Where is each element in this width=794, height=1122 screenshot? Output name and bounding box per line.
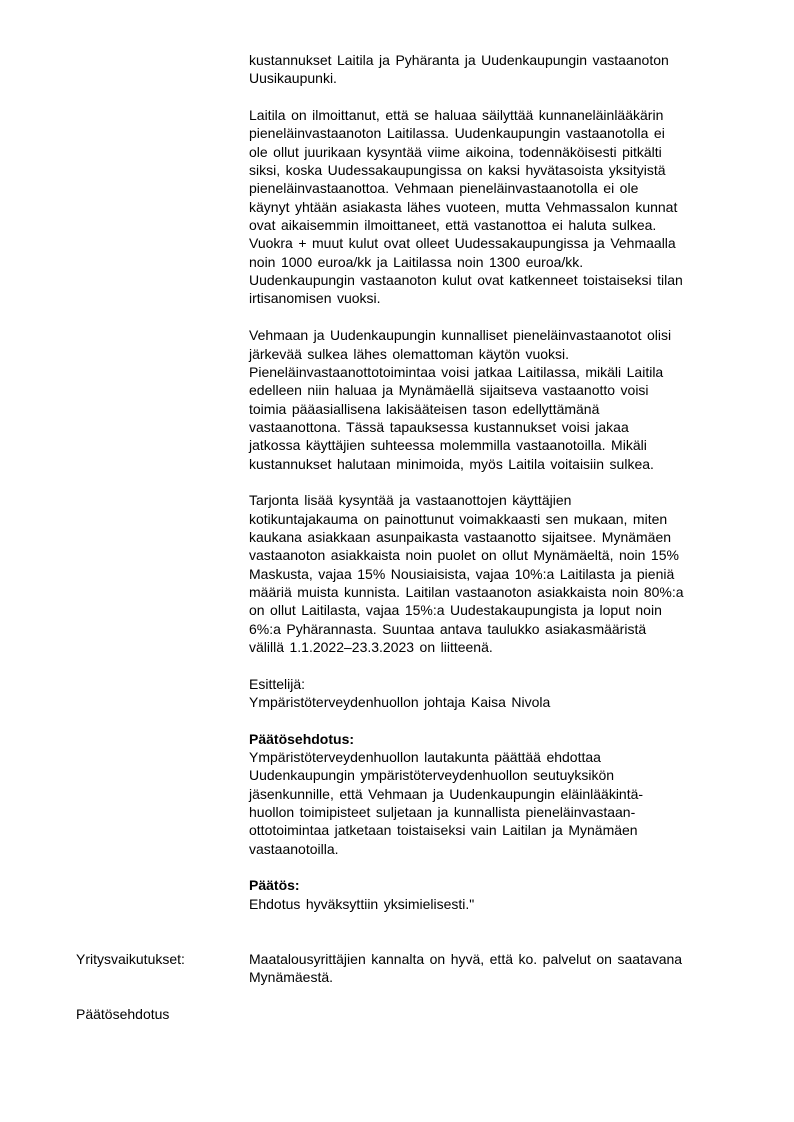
text-line xyxy=(0,766,794,784)
text-line xyxy=(0,253,794,271)
text-line xyxy=(0,345,794,363)
paragraph-line: toimia pääasiallisena lakisääteisen tason edellyttämänä xyxy=(249,400,600,417)
paragraph-line: jäsenkunnille, että Vehmaan ja Uudenkaupungin eläinlääkintä- xyxy=(249,785,644,802)
paragraph-line: ole ollut juurikaan kysyntää viime aikoina, todennäköisesti pitkälti xyxy=(249,143,662,160)
text-line xyxy=(0,216,794,234)
text-line xyxy=(0,950,794,968)
paragraph-line: vastaanotoilla. xyxy=(249,840,339,857)
paragraph-line: järkevää sulkea lähes olemattoman käytön vuoksi. xyxy=(249,345,570,362)
paragraph-line: kaukana asiakkaan asunpaikasta vastaanotto sijaitsee. Mynämäen xyxy=(249,528,672,545)
paragraph-line: on ollut Laitilasta, vajaa 15%:a Uudestakaupungista ja loput noin xyxy=(249,602,662,619)
paragraph-line: Mynämäestä. xyxy=(249,969,334,986)
paragraph-line: pieneläinvastaanottoa. Vehmaan pieneläinvastaanotolla ei ole xyxy=(249,180,639,197)
paragraph-line: huollon toimipisteet suljetaan ja kunnallista pieneläinvastaan- xyxy=(249,804,636,821)
blank-line xyxy=(0,656,794,674)
text-line xyxy=(0,271,794,289)
paragraph-line: Pieneläinvastaanottotoimintaa voisi jatkaa Laitilassa, mikäli Laitila xyxy=(249,363,664,380)
text-line xyxy=(0,785,794,803)
text-line xyxy=(0,748,794,766)
text-line xyxy=(0,601,794,619)
text-line xyxy=(0,675,794,693)
text-line xyxy=(0,124,794,142)
paragraph-line: käynyt yhtään asiakasta lähes vuoteen, mutta Vehmassalon kunnat xyxy=(249,198,678,215)
text-line xyxy=(0,565,794,583)
paragraph-line: Uudenkaupungin vastaanoton kulut ovat katkenneet toistaiseksi tilan xyxy=(249,272,683,289)
blank-line xyxy=(0,932,794,950)
section-heading-row xyxy=(0,730,794,748)
text-line xyxy=(0,436,794,454)
paragraph-line: Ehdotus hyväksyttiin yksimielisesti." xyxy=(249,895,475,912)
paragraph-line: Maatalousyrittäjien kannalta on hyvä, että ko. palvelut on saatavana xyxy=(249,950,683,967)
text-line xyxy=(0,106,794,124)
text-line xyxy=(0,198,794,216)
paragraph-line: ovat aikaisemmin ilmoittaneet, että vastanottoa ei haluta sulkea. xyxy=(249,217,657,234)
paragraph-line: ottotoimintaa jatketaan toistaiseksi vain Laitilan ja Mynämäen xyxy=(249,822,638,839)
paragraph-line: siksi, koska Uudessakaupungissa on kaksi hyvätasoista yksityistä xyxy=(249,162,666,179)
paragraph-line: vastaanoton asiakkaista noin puolet on ollut Mynämäeltä, noin 15% xyxy=(249,547,679,564)
blank-line xyxy=(0,987,794,1005)
paragraph-line: Esittelijä: xyxy=(249,675,306,692)
paragraph-line: kustannukset Laitila ja Pyhäranta ja Uudenkaupungin vastaanoton xyxy=(249,52,669,68)
text-line xyxy=(0,583,794,601)
text-line xyxy=(0,51,794,69)
paragraph-line: Uusikaupunki. xyxy=(249,70,337,87)
blank-line xyxy=(0,913,794,931)
text-line xyxy=(0,363,794,381)
text-line xyxy=(0,455,794,473)
text-line xyxy=(0,620,794,638)
text-line xyxy=(0,840,794,858)
section-heading: Päätös: xyxy=(249,877,300,894)
blank-line xyxy=(0,308,794,326)
field-label: Päätösehdotus xyxy=(76,1005,170,1022)
paragraph-line: pieneläinvastaanoton Laitilassa. Uudenkaupungin vastaanotolla ei xyxy=(249,125,665,142)
section-heading-row xyxy=(0,876,794,894)
text-line xyxy=(0,638,794,656)
paragraph-line: Maskusta, vajaa 15% Nousiaisista, vajaa 10%:a Laitilasta ja pieniä xyxy=(249,565,675,582)
text-line xyxy=(0,546,794,564)
blank-line xyxy=(0,1005,794,1023)
paragraph-line: vastaanottona. Tässä tapauksessa kustannukset voisi jakaa xyxy=(249,418,629,435)
text-line xyxy=(0,326,794,344)
text-line xyxy=(0,400,794,418)
field-label: Yritysvaikutukset: xyxy=(76,950,185,967)
blank-line xyxy=(0,473,794,491)
paragraph-line: jatkossa käyttäjien suhteessa molemmilla vastaanotoilla. Mikäli xyxy=(249,437,647,454)
paragraph-line: välillä 1.1.2022–23.3.2023 on liitteenä. xyxy=(249,639,493,655)
paragraph-line: Vehmaan ja Uudenkaupungin kunnalliset pieneläinvastaanotot olisi xyxy=(249,327,672,344)
text-line xyxy=(0,161,794,179)
paragraph-line: Tarjonta lisää kysyntää ja vastaanottojen käyttäjien xyxy=(249,492,572,509)
paragraph-line: Ympäristöterveydenhuollon lautakunta päättää ehdottaa xyxy=(249,749,601,766)
paragraph-line: kotikuntajakauma on painottunut voimakkaasti sen mukaan, miten xyxy=(249,510,668,527)
text-line xyxy=(0,803,794,821)
paragraph-line: kustannukset halutaan minimoida, myös Laitila voitaisiin sulkea. xyxy=(249,455,654,472)
text-line xyxy=(0,821,794,839)
paragraph-line: Laitila on ilmoittanut, että se haluaa säilyttää kunnaneläinlääkärin xyxy=(249,107,664,124)
paragraph-line: Uudenkaupungin ympäristöterveydenhuollon seutuyksikön xyxy=(249,767,615,784)
text-line xyxy=(0,528,794,546)
text-line xyxy=(0,491,794,509)
text-line xyxy=(0,895,794,913)
text-line xyxy=(0,234,794,252)
paragraph-line: määriä muista kunnista. Laitilan vastaanoton asiakkaista noin 80%:a xyxy=(249,583,684,600)
paragraph-line: 6%:a Pyhärannasta. Suuntaa antava taulukko asiakasmääristä xyxy=(249,620,647,637)
blank-line xyxy=(0,88,794,106)
blank-line xyxy=(0,858,794,876)
text-line xyxy=(0,693,794,711)
text-line xyxy=(0,69,794,87)
text-line xyxy=(0,289,794,307)
text-line xyxy=(0,143,794,161)
paragraph-line: noin 1000 euroa/kk ja Laitilassa noin 1300 euroa/kk. xyxy=(249,253,584,270)
paragraph-line: irtisanomisen vuoksi. xyxy=(249,290,381,307)
text-line xyxy=(0,179,794,197)
section-heading: Päätösehdotus: xyxy=(249,730,355,747)
text-line xyxy=(0,968,794,986)
text-line xyxy=(0,418,794,436)
blank-line xyxy=(0,711,794,729)
text-line xyxy=(0,510,794,528)
paragraph-line: Ympäristöterveydenhuollon johtaja Kaisa Nivola xyxy=(249,694,551,711)
text-line xyxy=(0,381,794,399)
document-page xyxy=(0,51,794,1023)
paragraph-line: Vuokra + muut kulut ovat olleet Uudessakaupungissa ja Vehmaalla xyxy=(249,235,676,252)
paragraph-line: edelleen niin haluaa ja Mynämäellä sijaitseva vastaanotto voisi xyxy=(249,382,649,399)
